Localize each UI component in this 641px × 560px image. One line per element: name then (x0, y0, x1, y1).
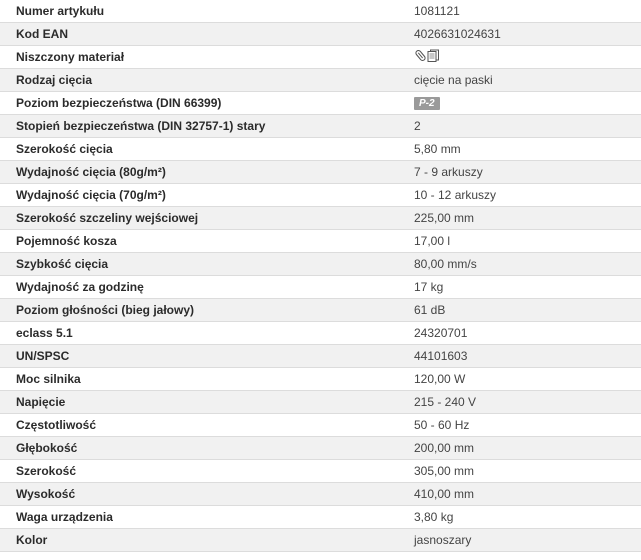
spec-row-ean (0, 23, 641, 46)
spec-value: 10 - 12 arkuszy (404, 184, 641, 207)
spec-value: 17 kg (404, 276, 641, 299)
spec-label: Szerokość (0, 460, 404, 483)
spec-label: Wydajność za godzinę (0, 276, 404, 299)
spec-row-color (0, 529, 641, 552)
paperclip-icon (414, 49, 427, 65)
spec-value-icons (404, 46, 641, 69)
spec-value: 24320701 (404, 322, 641, 345)
spec-label: UN/SPSC (0, 345, 404, 368)
spec-row-security-level (0, 92, 641, 115)
spec-label: Poziom głośności (bieg jałowy) (0, 299, 404, 322)
spec-label: Poziom bezpieczeństwa (DIN 66399) (0, 92, 404, 115)
spec-label: Wysokość (0, 483, 404, 506)
spec-row-article-number (0, 0, 641, 23)
spec-value: 61 dB (404, 299, 641, 322)
spec-label: Moc silnika (0, 368, 404, 391)
spec-row-depth (0, 437, 641, 460)
spec-row-weight (0, 506, 641, 529)
spec-value: 200,00 mm (404, 437, 641, 460)
spec-value: 215 - 240 V (404, 391, 641, 414)
spec-row-motor-power (0, 368, 641, 391)
spec-value: 2 (404, 115, 641, 138)
spec-row-security-old (0, 115, 641, 138)
spec-value: 7 - 9 arkuszy (404, 161, 641, 184)
spec-value: 80,00 mm/s (404, 253, 641, 276)
spec-label: Rodzaj cięcia (0, 69, 404, 92)
spec-row-capacity-70 (0, 184, 641, 207)
spec-row-frequency (0, 414, 641, 437)
spec-label: Stopień bezpieczeństwa (DIN 32757-1) stary (0, 115, 404, 138)
spec-label: eclass 5.1 (0, 322, 404, 345)
paper-sheets-icon (427, 49, 440, 65)
spec-label: Numer artykułu (0, 0, 404, 23)
spec-label: Kod EAN (0, 23, 404, 46)
spec-row-height (0, 483, 641, 506)
spec-value: 410,00 mm (404, 483, 641, 506)
spec-label: Wydajność cięcia (70g/m²) (0, 184, 404, 207)
spec-label: Kolor (0, 529, 404, 552)
spec-label: Waga urządzenia (0, 506, 404, 529)
spec-value: 120,00 W (404, 368, 641, 391)
spec-value-badge (404, 92, 641, 115)
spec-row-hourly-output (0, 276, 641, 299)
spec-label: Pojemność kosza (0, 230, 404, 253)
spec-row-unspsc (0, 345, 641, 368)
spec-label: Niszczony materiał (0, 46, 404, 69)
spec-value: 305,00 mm (404, 460, 641, 483)
spec-row-width (0, 460, 641, 483)
spec-row-noise-level (0, 299, 641, 322)
spec-value: 1081121 (404, 0, 641, 23)
spec-value: cięcie na paski (404, 69, 641, 92)
spec-value: 50 - 60 Hz (404, 414, 641, 437)
spec-label: Szerokość szczeliny wejściowej (0, 207, 404, 230)
spec-row-eclass (0, 322, 641, 345)
spec-label: Wydajność cięcia (80g/m²) (0, 161, 404, 184)
spec-label: Częstotliwość (0, 414, 404, 437)
spec-value: 5,80 mm (404, 138, 641, 161)
spec-row-bin-volume (0, 230, 641, 253)
spec-value: 4026631024631 (404, 23, 641, 46)
spec-label: Napięcie (0, 391, 404, 414)
spec-value: jasnoszary (404, 529, 641, 552)
spec-row-cut-type (0, 69, 641, 92)
security-level-badge: P-2 (414, 97, 440, 110)
spec-value: 44101603 (404, 345, 641, 368)
spec-row-voltage (0, 391, 641, 414)
spec-row-material (0, 46, 641, 69)
spec-value: 17,00 l (404, 230, 641, 253)
spec-label: Szerokość cięcia (0, 138, 404, 161)
spec-row-cut-speed (0, 253, 641, 276)
spec-label: Głębokość (0, 437, 404, 460)
spec-row-capacity-80 (0, 161, 641, 184)
spec-label: Szybkość cięcia (0, 253, 404, 276)
spec-value: 225,00 mm (404, 207, 641, 230)
spec-row-entry-width (0, 207, 641, 230)
spec-value: 3,80 kg (404, 506, 641, 529)
spec-row-cut-width (0, 138, 641, 161)
